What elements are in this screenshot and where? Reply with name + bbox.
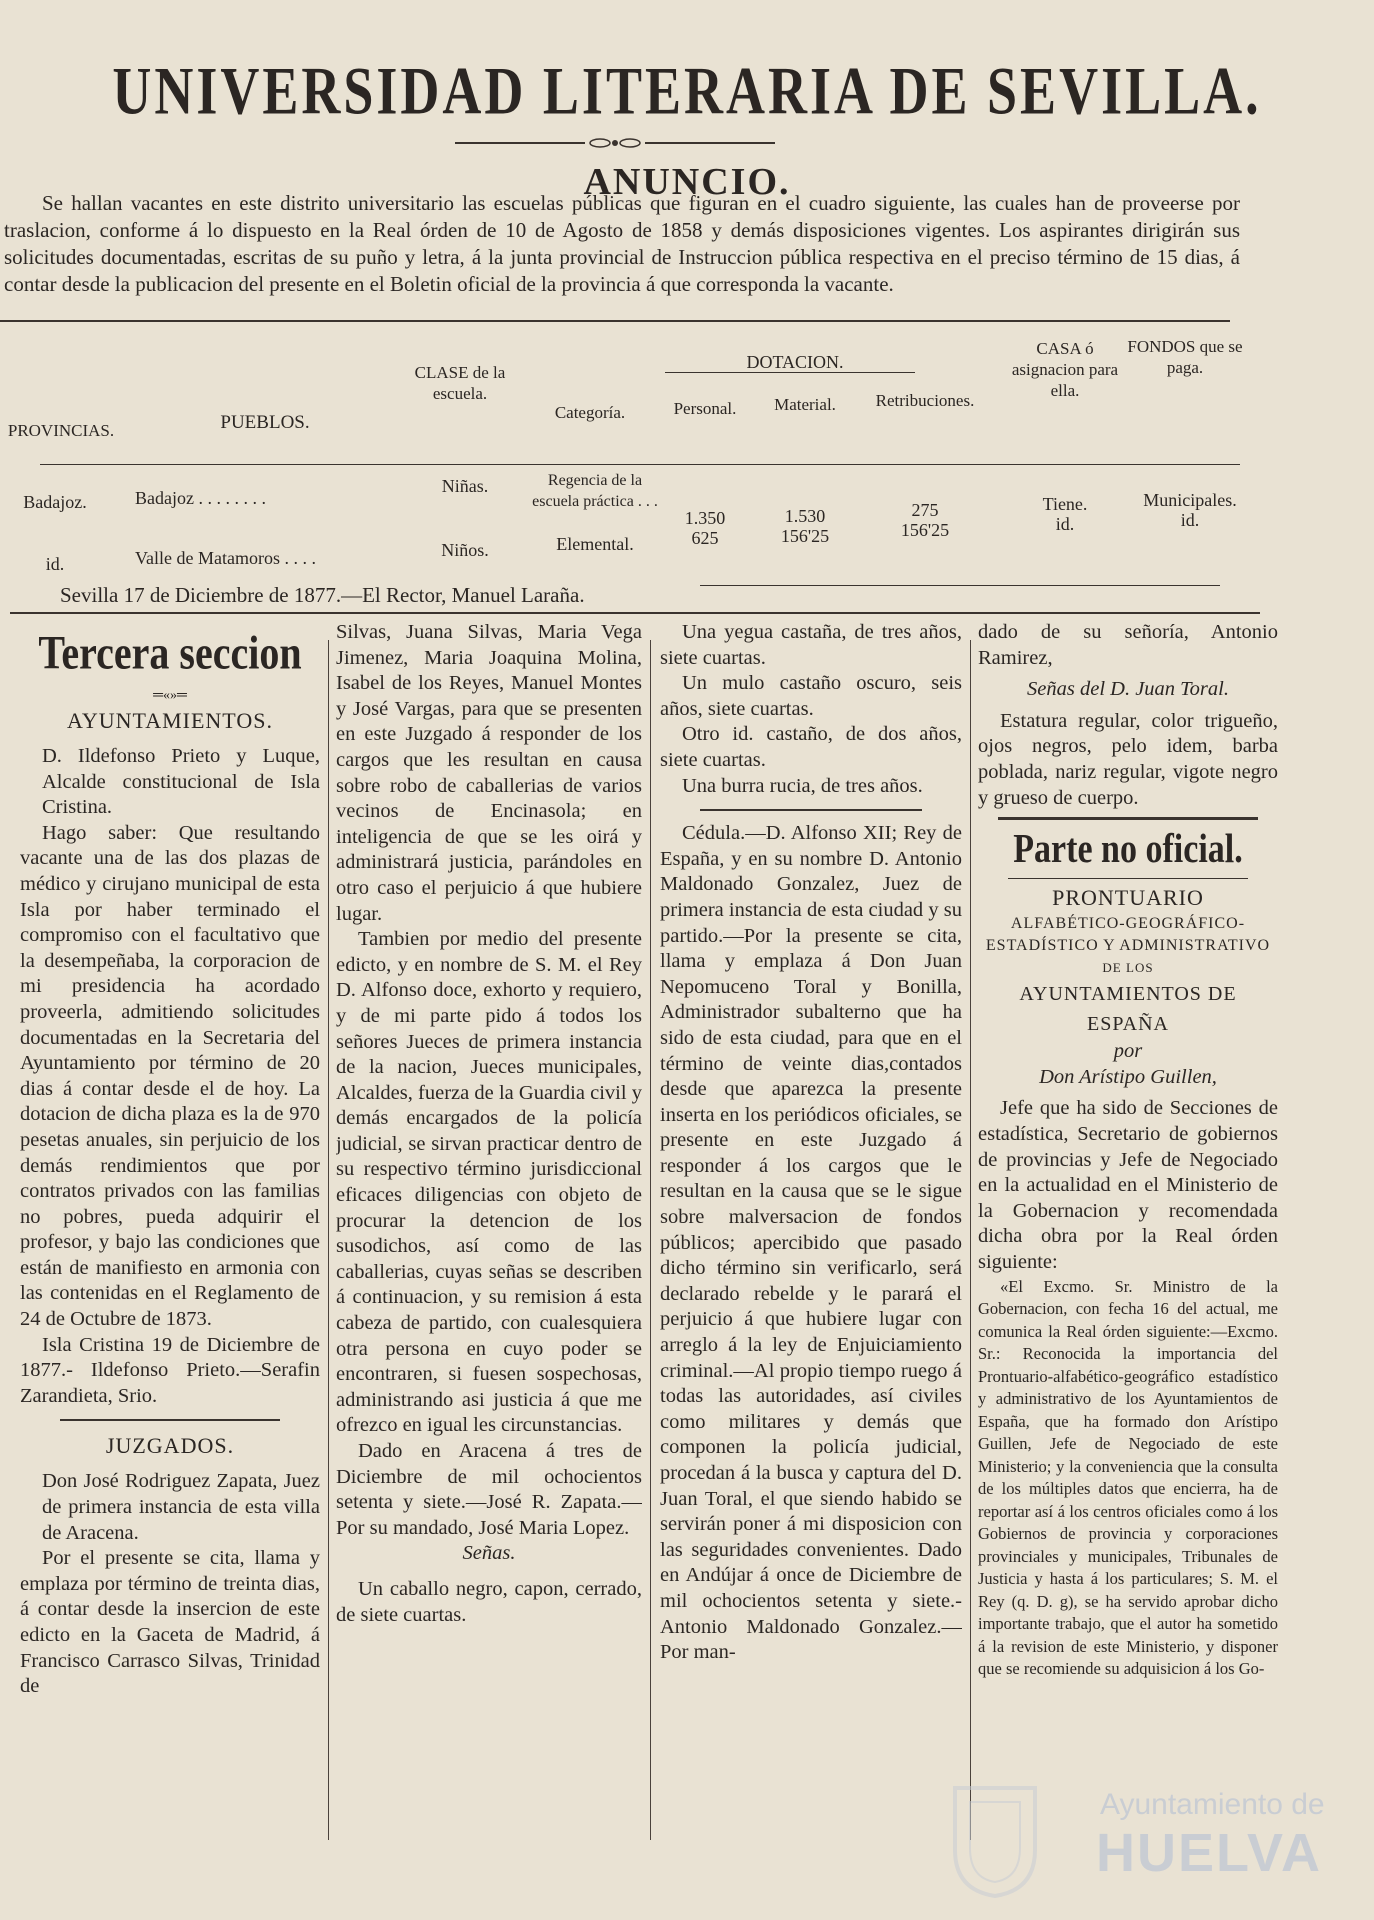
row-2-retribuciones: 156'25: [900, 520, 950, 540]
column-2: [336, 620, 642, 1910]
rule: [0, 320, 1230, 322]
paragraph: Otro id. castaño, de dos años, siete cuartas.: [660, 723, 962, 771]
header-personal: Personal.: [673, 399, 737, 418]
row-1-retribuciones: 275: [911, 500, 939, 520]
row-1-casa: Tiene.: [1042, 494, 1088, 514]
section-title: Parte no oficial.: [1013, 827, 1243, 872]
subsection-title: AYUNTAMIENTOS.: [67, 708, 273, 733]
column-4: [978, 620, 1278, 1910]
row-2-clase: Niños.: [441, 540, 489, 560]
row-1-pueblo: Badajoz . . . . . . . .: [135, 488, 266, 508]
row-1-clase: Niñas.: [441, 476, 489, 496]
header-provincias: PROVINCIAS.: [7, 421, 115, 440]
paragraph: Don José Rodriguez Zapata, Juez de primera instancia de esta villa de Aracena.: [42, 1470, 320, 1544]
row-2-personal: 625: [691, 528, 719, 548]
prontuario-title: PRONTUARIO: [1052, 885, 1204, 911]
paragraph: Una yegua castaña, de tres años, siete cuartas.: [660, 621, 962, 669]
prontuario-ayuntamientos: AYUNTAMIENTOS DE ESPAÑA: [1019, 983, 1237, 1036]
column-3: [660, 620, 962, 1910]
paragraph: Hago saber: Que resultando vacante una de las dos plazas de médico y cirujano municipal de esta Isla por haber terminado el compromiso con el facultativo que la desempeñaba, la corporacion de mi presidencia ha acordado proveerla, admitiendo solicitudes documentadas en la Secretaria del Ayuntamiento por término de 20 dias á contar desde el de hoy. La dotacion de dicha plaza es la de 970 pesetas anuales, sin perjuicio de los demás rendimientos que por contratos privados con las familias no pobres, pueda adquirir el profesor, y bajo las condiciones que están de manifiesto en armonia con las contenidas en el Reglamento de 24 de Octubre de 1873.: [20, 821, 320, 1331]
paragraph: Cédula.—D. Alfonso XII; Rey de España, y en su nombre D. Antonio Maldonado Gonzalez, Juez de primera instancia de esta ciudad y su partido.—Por la presente se cita, llama y emplaza á Don Juan Nepomuceno Toral y Bonilla, Administrador subalterno que ha sido de esta ciudad, para que en el término de veinte dias,contados desde que aparezca la presente inserta en los periódicos oficiales, se presente en este Juzgado á responder á los cargos que le resultan en la causa que se le sigue sobre malversacion de fondos públicos; apercibido que pasado dicho término sin verificarlo, será declarado rebelde y le parará el perjuicio á que hubiere lugar con arreglo á la ley de Enjuiciamiento criminal.—Al propio tiempo ruego á todas las autoridades, así civiles como militares y demás que componen la policía judicial, procedan á la busca y captura del D. Juan Toral, el que siendo habido se servirán poner á mi disposicion con las seguridades convenientes. Dado en Andújar á once de Diciembre de mil ochocientos setenta y siete.-Antonio Maldonado Gonzalez.—Por man-: [660, 822, 962, 1664]
prontuario-de-los: DE LOS: [1102, 960, 1154, 976]
header-clase: CLASE de la escuela.: [414, 363, 506, 403]
prontuario-subtitle: ALFABÉTICO-GEOGRÁFICO-ESTADÍSTICO Y ADMINISTRATIVO: [985, 915, 1271, 955]
paragraph: Jefe que ha sido de Secciones de estadística, Secretario de gobiernos de provincias y Jefe de Negociado en la actualidad en el Ministerio de la Gobernacion y recomendada dicha obra por la Real órden siguiente:: [978, 1097, 1278, 1273]
watermark-line-1: Ayuntamiento de: [1100, 1788, 1325, 1821]
masthead: UNIVERSIDAD LITERARIA DE SEVILLA.: [112, 53, 1262, 129]
paragraph: Un mulo castaño oscuro, seis años, siete cuartas.: [660, 672, 962, 720]
ornament: ═«»═: [153, 688, 187, 703]
header-material: Material.: [774, 395, 836, 414]
row-1-personal: 1.350: [684, 508, 726, 528]
paragraph: Isla Cristina 19 de Diciembre de 1877.- Ildefonso Prieto.—Serafin Zarandieta, Srio.: [20, 1333, 320, 1407]
subsection-title: JUZGADOS.: [105, 1433, 235, 1459]
paragraph: Por el presente se cita, llama y emplaza por término de treinta dias, á contar desde la insercion de este edicto en la Gaceta de Madrid, á Francisco Carrasco Silvas, Trinidad de: [20, 1547, 320, 1698]
signoff: Sevilla 17 de Diciembre de 1877.—El Rector, Manuel Laraña.: [60, 583, 585, 607]
anuncio-title: ANUNCIO.: [583, 161, 791, 203]
watermark-line-2: HUELVA: [1096, 1823, 1322, 1883]
paragraph: Un caballo negro, capon, cerrado, de siete cuartas.: [336, 1577, 642, 1626]
row-2-pueblo: Valle de Matamoros . . . .: [135, 548, 316, 568]
senas-heading: Señas.: [462, 1542, 516, 1565]
header-casa: CASA ó asignacion para ella.: [1011, 339, 1119, 400]
paragraph: D. Ildefonso Prieto y Luque, Alcalde constitucional de Isla Cristina.: [42, 745, 320, 819]
header-dotacion: DOTACION.: [746, 352, 844, 372]
column-1: [20, 620, 320, 1910]
paragraph: Tambien por medio del presente edicto, y en nombre de S. M. el Rey D. Alfonso doce, exhorto y requiero, y de mi parte pido á todos los señores Jueces de primera instancia de la nacion, Jueces municipales, Alcaldes, fuerza de la Guardia civil y demás encargados de la policía judicial, se sirvan practicar dentro de su respectivo término jurisdiccional eficaces diligencias con objeto de procurar la detencion de los susodichos, así como de las caballerias, cuyas señas se describen á continuacion, y su remision á esta cabeza de partido, con cualesquiera otra persona en cuyo poder se encontraren, si fuesen sospechosas, administrando asi justicia á que me ofrezco en igual les circunstancias.: [336, 928, 642, 1437]
prontuario-por: por: [1113, 1040, 1143, 1063]
paragraph: Estatura regular, color trigueño, ojos negros, pelo idem, barba poblada, nariz regular, vigote negro y grueso de cuerpo.: [978, 709, 1278, 809]
header-fondos: FONDOS que se paga.: [1127, 337, 1243, 377]
senas-heading: Señas del D. Juan Toral.: [1027, 678, 1229, 701]
header-pueblos: PUEBLOS.: [220, 412, 310, 433]
ornament-divider: [455, 136, 775, 150]
header-categoria: Categoría.: [554, 403, 626, 422]
paragraph: «El Excmo. Sr. Ministro de la Gobernacion, con fecha 16 del actual, me comunica la Real órden siguiente:—Excmo. Sr.: Reconocida la importancia del Prontuario-alfabético-geográfico estadístico y administrativo de los Ayuntamientos de España, que ha formado don Arístipo Guillen, Jefe de Negociado de este Ministerio; y la conveniencia que la consulta de los múltiples datos que encierra, ha de reportar así á los centros oficiales como á los Gobiernos de provincia y corporaciones provinciales y municipales, Tribunales de Justicia y hasta á los particulares; S. M. el Rey (q. D. g), se ha servido aprobar dicho importante trabajo, que el autor ha sometido á la revision de este Ministerio, y disponer que se recomiende su adquisicion á los Go-: [978, 1276, 1278, 1678]
prontuario-author: Don Arístipo Guillen,: [1039, 1065, 1217, 1088]
row-1-fondos: Municipales.: [1143, 490, 1237, 510]
header-retribuciones: Retribuciones.: [875, 391, 975, 410]
row-2-fondos: id.: [1180, 510, 1200, 530]
paragraph: Dado en Aracena á tres de Diciembre de mil ochocientos setenta y siete.—José R. Zapata.—Por su mandado, José Maria Lopez.: [336, 1440, 642, 1539]
row-2-provincia: id.: [45, 554, 65, 574]
row-1-categoria: Regencia de la escuela práctica . . .: [532, 472, 658, 510]
row-1-material: 1.530: [784, 506, 826, 526]
row-2-categoria: Elemental.: [556, 534, 634, 554]
row-1-provincia: Badajoz.: [23, 492, 87, 512]
row-2-casa: id.: [1055, 514, 1075, 534]
anuncio-body: Se hallan vacantes en este distrito universitario las escuelas públicas que figuran en el cuadro siguiente, las cuales han de proveerse por traslacion, conforme á lo dispuesto en la Real órden de 10 de Agosto de 1858 y demás disposiciones vigentes. Los aspirantes dirigirán sus solicitudes documentadas, escritas de su puño y letra, á la junta provincial de Instruccion pública respectiva en el preciso término de 15 dias, á contar desde la publicacion del presente en el Boletin oficial de la provincia á que corresponda la vacante.: [4, 191, 1240, 296]
row-2-material: 156'25: [780, 526, 830, 546]
paragraph: Silvas, Juana Silvas, Maria Vega Jimenez, Maria Joaquina Molina, Isabel de los Reyes, Manuel Montes y José Vargas, para que se presenten en este Juzgado á responder de los cargos que les resultan en causa sobre robo de caballerias de varios vecinos de Encinasola; en inteligencia de que se les oirá y administrará justicia, parándoles en otro caso el perjuicio á que hubiere lugar.: [336, 621, 642, 925]
section-title: Tercera seccion: [38, 625, 302, 680]
paragraph: Una burra rucia, de tres años.: [682, 774, 923, 797]
paragraph: dado de su señoría, Antonio Ramirez,: [978, 621, 1278, 669]
